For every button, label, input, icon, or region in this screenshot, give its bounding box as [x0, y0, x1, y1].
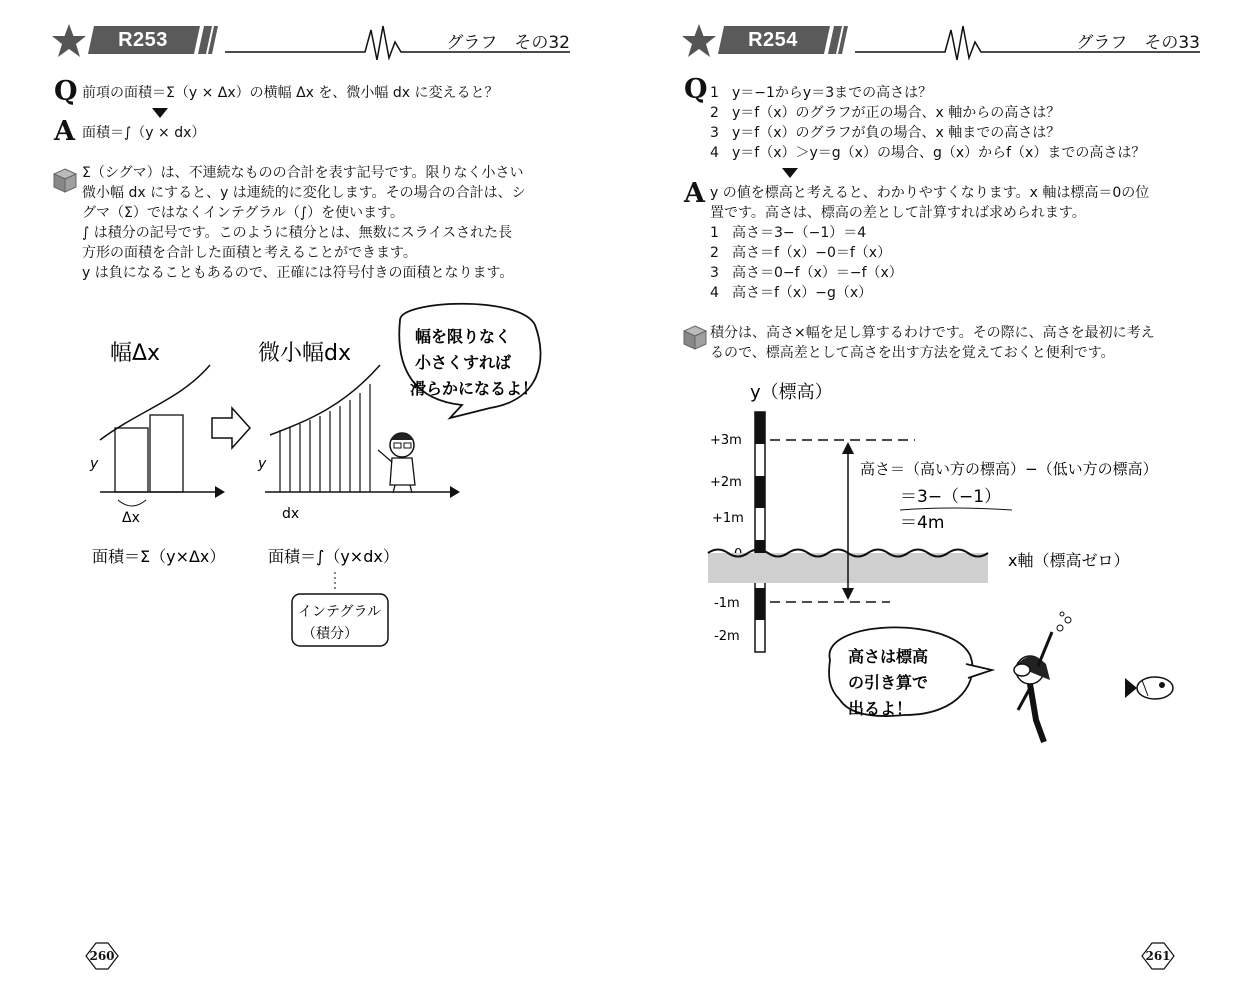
formula-integral: 面積＝∫（y×dx） [268, 547, 399, 566]
arrow-down-icon [152, 108, 168, 118]
answer-text: 面積＝∫（y × dx） [82, 125, 206, 141]
answer-text: 高さ＝f（x）−0＝f（x） [732, 245, 892, 261]
right-header [680, 22, 1200, 58]
elevation-illustration [700, 370, 1220, 760]
tick-label: +2m [710, 475, 742, 490]
note-line: 微小幅 dx にすると、y は連続的に変化します。その場合の合計は、シ [82, 185, 526, 201]
right-page [630, 0, 1260, 1000]
bubble-line: 出るよ！ [848, 699, 913, 718]
answer-num: 1 [710, 225, 719, 241]
tick-label: +3m [710, 433, 742, 448]
note-line: るので、標高差として高さを出す方法を覚えておくと便利です。 [710, 345, 1115, 361]
page-title: グラフ その33 [1076, 33, 1200, 53]
question-text: y＝f（x）のグラフが負の場合、x 軸までの高さは？ [732, 125, 1061, 141]
star-icon [50, 22, 88, 60]
page-number-text: 261 [1145, 949, 1171, 963]
question-num: 2 [710, 105, 719, 121]
label-tiny-dx: 微小幅dx [258, 341, 351, 366]
a-marker: A [54, 116, 75, 147]
answer-text: 高さ＝f（x）−g（x） [732, 285, 873, 301]
integral-note: （積分） [302, 626, 358, 642]
question-num: 3 [710, 125, 719, 141]
integral-illustration [70, 300, 570, 660]
page-number-left [82, 940, 122, 972]
q-marker: Q [54, 76, 78, 107]
star-icon [680, 22, 718, 60]
answer-num: 2 [710, 245, 719, 261]
recipe-code: R254 [748, 29, 798, 51]
question-text: y＝f（x）のグラフが正の場合、x 軸からの高さは？ [732, 105, 1061, 121]
answer-text: 高さ＝3−（−1）＝4 [732, 225, 867, 241]
dx-label: Δx [122, 510, 140, 526]
recipe-code: R253 [118, 29, 168, 51]
note-line: y は負になることもあるので、正確には符号付きの面積となります。 [82, 265, 514, 281]
bubble-line: 高さは標高 [848, 647, 929, 666]
axis-y-label: y [90, 456, 99, 472]
page-number-text: 260 [89, 949, 115, 963]
cube-icon [682, 324, 708, 350]
answer-intro: y の値を標高と考えると、わかりやすくなります。x 軸は標高＝0の位 [710, 185, 1150, 201]
a-marker: A [684, 178, 705, 209]
answer-text: 高さ＝0−f（x）＝−f（x） [732, 265, 903, 281]
question-text: 前項の面積＝Σ（y × Δx）の横幅 Δx を、微小幅 dx に変えると？ [82, 85, 499, 101]
page-title: グラフ その32 [446, 33, 570, 53]
bubble-line: 滑らかになるよ！ [410, 379, 539, 398]
fish-illustration [1125, 677, 1173, 699]
label-width-dx: 幅Δx [110, 341, 161, 366]
note-line: ∫ は積分の記号です。このように積分とは、無数にスライスされた長 [82, 225, 513, 241]
page-number-right [1138, 940, 1178, 972]
axis-y-label: y [258, 456, 267, 472]
bubble-line: 幅を限りなく [415, 327, 512, 346]
note-line: グマ（Σ）ではなくインテグラル（∫）を使います。 [82, 205, 405, 221]
question-num: 4 [710, 145, 719, 161]
dx-label: dx [282, 506, 300, 522]
cube-icon [52, 167, 78, 193]
axis-title: y（標高） [750, 382, 833, 403]
left-header [50, 22, 570, 58]
recipe-code-tag [718, 26, 848, 54]
integral-note: インテグラル [298, 604, 382, 620]
formula-sigma: 面積＝Σ（y×Δx） [92, 547, 226, 566]
height-equation: 高さ＝（高い方の標高）−（低い方の標高） [860, 460, 1158, 478]
answer-num: 3 [710, 265, 719, 281]
question-text: y＝−1からy＝3までの高さは？ [732, 85, 933, 101]
question-num: 1 [710, 85, 719, 101]
question-text: y＝f（x）＞y＝g（x）の場合、g（x）からf（x）までの高さは？ [732, 145, 1146, 161]
answer-num: 4 [710, 285, 719, 301]
bubble-line: の引き算で [848, 673, 929, 692]
x-axis-label: x軸（標高ゼロ） [1008, 551, 1130, 570]
q-marker: Q [684, 74, 708, 105]
answer-intro: 置です。高さは、標高の差として計算すれば求められます。 [710, 205, 1086, 221]
height-equation: ＝3−（−1） [900, 487, 1002, 507]
bubble-line: 小さくすれば [415, 353, 512, 372]
arrow-down-icon [782, 168, 798, 178]
height-equation: ＝4m [900, 513, 945, 533]
tick-label: +1m [712, 511, 744, 526]
recipe-code-tag [88, 26, 218, 54]
note-line: Σ（シグマ）は、不連続なものの合計を表す記号です。限りなく小さい [82, 165, 524, 181]
teacher-character [378, 433, 415, 493]
note-line: 方形の面積を合計した面積と考えることができます。 [82, 245, 417, 261]
diver-character [1014, 612, 1071, 742]
tick-label: -1m [714, 596, 740, 611]
tick-label: -2m [714, 629, 740, 644]
note-line: 積分は、高さ×幅を足し算するわけです。その際に、高さを最初に考え [710, 325, 1155, 341]
